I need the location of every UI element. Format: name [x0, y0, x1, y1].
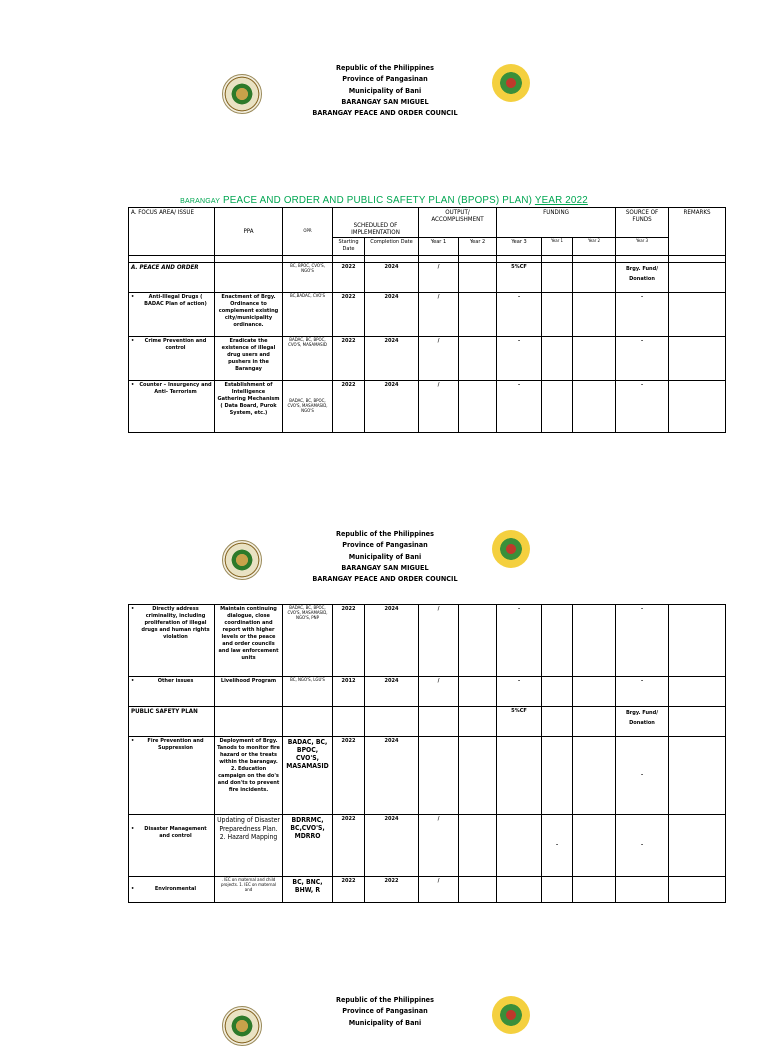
table-row	[129, 381, 726, 433]
header-funding-year-1: Year 1	[542, 238, 573, 256]
funding-y2-cell	[573, 293, 616, 337]
header-source-year: Year 3	[616, 238, 669, 256]
table-row	[129, 677, 726, 707]
ppa-cell: Eradicate the existence of illegal drug users and pushers in the Barangay	[215, 337, 283, 381]
opr-cell: BDRRMC, BC,CVO'S, MDRRO	[283, 815, 333, 877]
source-cell: -	[616, 605, 669, 677]
bullet-icon: •	[131, 678, 135, 684]
header-completion-date: Completion Date	[365, 238, 419, 256]
header-opr: OPR	[283, 208, 333, 256]
ppa-cell: . IEC on maternal and child projects. 1. IEC on maternal and	[215, 877, 283, 903]
end-cell: 2024	[365, 381, 419, 433]
funding-y1-cell	[542, 337, 573, 381]
province-line: Province of Pangasinan	[342, 74, 428, 84]
output-y2-cell	[459, 263, 497, 293]
opr-cell: BADAC, BC, BPOC, CVO'S, MASAMASID	[283, 337, 333, 381]
republic-line: Republic of the Philippines	[336, 63, 434, 72]
focus-cell: Crime Prevention and control	[144, 338, 207, 351]
source-cell: -	[616, 293, 669, 337]
header-starting-date: Starting Date	[333, 238, 365, 256]
header-funding-year-2: Year 2	[573, 238, 616, 256]
focus-cell: Counter – Insurgency and Anti- Terrorism	[139, 382, 212, 395]
output-y1-cell: /	[419, 677, 459, 707]
bullet-icon: •	[131, 294, 135, 300]
ppa-cell: Establishment of Intelligence Gathering Mechanism ( Data Board, Purok System, etc.)	[215, 381, 283, 433]
bullet-icon: •	[131, 826, 135, 832]
header-output-year-2: Year 2	[459, 238, 497, 256]
start-cell: 2022	[333, 337, 365, 381]
remarks-cell	[669, 263, 726, 293]
remarks-cell	[669, 293, 726, 337]
province-line: Province of Pangasinan	[342, 540, 428, 550]
barangay-line: BARANGAY SAN MIGUEL	[341, 96, 429, 106]
opr-cell: BADAC, BC, BPOC, CVO'S, MASAMASID	[283, 737, 333, 815]
header-ppa: PPA	[215, 208, 283, 256]
republic-line: Republic of the Philippines	[336, 529, 434, 538]
title-year: YEAR 2022	[534, 195, 588, 206]
barangay-line: BARANGAY SAN MIGUEL	[341, 562, 429, 572]
funding-y1-cell	[542, 263, 573, 293]
title-main: PEACE AND ORDER AND PUBLIC SAFETY PLAN (BPOPS) PLAN)	[220, 195, 535, 206]
funding-y1-cell	[542, 293, 573, 337]
opr-cell: BC, BNC, BHW, R	[283, 877, 333, 903]
source-cell: Brgy. Fund/ Donation	[616, 263, 669, 293]
source-cell: Brgy. Fund/ Donation	[616, 707, 669, 737]
header-schedule: SCHEDULED OF IMPLEMENTATION	[333, 208, 419, 238]
source-cell: -	[616, 737, 669, 815]
bullet-icon: •	[131, 738, 135, 744]
source-cell: -	[616, 815, 669, 877]
opr-cell: BADAC, BC, BPOC, CVO'S, MASAMASID, NGO'S	[283, 381, 333, 433]
source-cell: -	[616, 337, 669, 381]
table-row	[129, 877, 726, 903]
output-y1-cell: /	[419, 293, 459, 337]
funding-y1-cell	[542, 737, 573, 815]
funding-y2-cell	[573, 263, 616, 293]
output-y1-cell: /	[419, 337, 459, 381]
end-cell: 2024	[365, 815, 419, 877]
end-cell: 2024	[365, 737, 419, 815]
output-y2-cell	[459, 337, 497, 381]
opr-cell: BC, NGO'S, LGU'S	[283, 677, 333, 707]
table-row	[129, 337, 726, 381]
municipality-line: Municipality of Bani	[348, 85, 422, 95]
focus-cell: Fire Prevention and Suppression	[147, 738, 204, 751]
bullet-icon: •	[131, 338, 135, 344]
barangay-seal-logo	[492, 530, 530, 568]
table-row	[129, 605, 726, 677]
header-funding: FUNDING	[497, 208, 616, 238]
header-output: OUTPUT/ ACCOMPLISHMENT	[419, 208, 497, 238]
ppa-cell: Deployment of Brgy. Tanods to monitor fire hazard or the treats within the barangay. 2. Education campaign on the do's and don'ts to prevent fire incidents.	[215, 737, 283, 815]
opr-cell: BC, BPOC, CVO'S, NGO'S	[283, 263, 333, 293]
barangay-seal-logo	[492, 64, 530, 102]
funding-cell: 5%CF	[497, 707, 542, 737]
header-output-year-1: Year 1	[419, 238, 459, 256]
focus-cell: Disaster Management and control	[144, 826, 207, 839]
output-y2-cell	[459, 293, 497, 337]
end-cell: 2024	[365, 337, 419, 381]
barangay-seal-logo	[492, 996, 530, 1034]
republic-line: Republic of the Philippines	[336, 995, 434, 1004]
start-cell: 2012	[333, 677, 365, 707]
letterhead-text	[250, 62, 520, 118]
funding-y2-cell	[573, 337, 616, 381]
funding-cell	[497, 877, 542, 903]
table-row	[129, 293, 726, 337]
start-cell: 2022	[333, 381, 365, 433]
bullet-icon: •	[131, 886, 135, 892]
funding-y1-cell	[542, 877, 573, 903]
source-cell: -	[616, 381, 669, 433]
output-y1-cell: /	[419, 877, 459, 903]
remarks-cell	[669, 337, 726, 381]
bpops-table-page-2	[128, 604, 726, 903]
funding-y1-cell	[542, 677, 573, 707]
funding-cell: -	[497, 337, 542, 381]
start-cell: 2022	[333, 293, 365, 337]
output-y1-cell: /	[419, 815, 459, 877]
table-row	[129, 263, 726, 293]
funding-y2-cell	[573, 381, 616, 433]
ppa-cell: Updating of Disaster Preparedness Plan. 2. Hazard Mapping	[215, 815, 283, 877]
end-cell: 2024	[365, 293, 419, 337]
province-line: Province of Pangasinan	[342, 1006, 428, 1016]
output-y1-cell: /	[419, 263, 459, 293]
funding-cell: -	[497, 293, 542, 337]
funding-cell	[497, 815, 542, 877]
plan-title	[0, 195, 768, 206]
bpops-table-page-1	[128, 207, 726, 433]
letterhead-text	[250, 528, 520, 584]
header-remarks: REMARKS	[669, 208, 726, 256]
end-cell: 2024	[365, 263, 419, 293]
start-cell: 2022	[333, 815, 365, 877]
council-line: BARANGAY PEACE AND ORDER COUNCIL	[312, 108, 458, 118]
table-row	[129, 815, 726, 877]
focus-cell: Anti-Illegal Drugs ( BADAC Plan of action)	[144, 294, 207, 307]
ppa-cell: Livelihood Program	[215, 677, 283, 707]
council-line: BARANGAY PEACE AND ORDER COUNCIL	[312, 574, 458, 584]
funding-cell: -	[497, 677, 542, 707]
output-y1-cell: /	[419, 381, 459, 433]
funding-cell: -	[497, 605, 542, 677]
start-cell: 2022	[333, 263, 365, 293]
end-cell: 2022	[365, 877, 419, 903]
focus-cell: Other issues	[157, 678, 194, 684]
source-cell: -	[616, 677, 669, 707]
focus-cell: Directly address criminality, including proliferation of illegal drugs and human rights violation	[141, 606, 210, 640]
ppa-cell: Maintain continuing dialogue, close coordination and report with higher levels or the peace and order councils and law enforcement units	[215, 605, 283, 677]
municipality-line: Municipality of Bani	[348, 1017, 422, 1027]
start-cell: 2022	[333, 737, 365, 815]
funding-y1-cell	[542, 381, 573, 433]
letterhead-text	[250, 994, 520, 1028]
end-cell: 2024	[365, 605, 419, 677]
funding-y1-cell	[542, 605, 573, 677]
source-cell	[616, 877, 669, 903]
output-y1-cell: /	[419, 605, 459, 677]
funding-cell: -	[497, 381, 542, 433]
output-y2-cell	[459, 381, 497, 433]
remarks-cell	[669, 381, 726, 433]
funding-cell	[497, 737, 542, 815]
output-y1-cell	[419, 737, 459, 815]
bullet-icon: •	[131, 382, 135, 388]
start-cell: 2022	[333, 605, 365, 677]
header-source: SOURCE OF FUNDS	[616, 208, 669, 238]
municipality-line: Municipality of Bani	[348, 551, 422, 561]
bullet-icon: •	[131, 606, 135, 612]
title-prefix: BARANGAY	[180, 198, 221, 205]
funding-y1-cell: -	[542, 815, 573, 877]
table-row	[129, 707, 726, 737]
funding-cell: 5%CF	[497, 263, 542, 293]
opr-cell: BC,BADAC, CVO'S	[283, 293, 333, 337]
ppa-cell	[215, 263, 283, 293]
end-cell: 2024	[365, 677, 419, 707]
focus-cell: A. PEACE AND ORDER	[129, 263, 215, 293]
header-funding-year-3: Year 3	[497, 238, 542, 256]
start-cell: 2022	[333, 877, 365, 903]
ppa-cell: Enactment of Brgy. Ordinance to complement existing city/municipality ordinance.	[215, 293, 283, 337]
focus-cell: PUBLIC SAFETY PLAN	[129, 707, 215, 737]
focus-cell: Environmental	[154, 886, 197, 892]
opr-cell: BADAC, BC, BPOC, CVO'S, MASAMASID, NGO'S, PNP	[283, 605, 333, 677]
header-focus-area: A. FOCUS AREA/ ISSUE	[129, 208, 215, 256]
table-row	[129, 737, 726, 815]
